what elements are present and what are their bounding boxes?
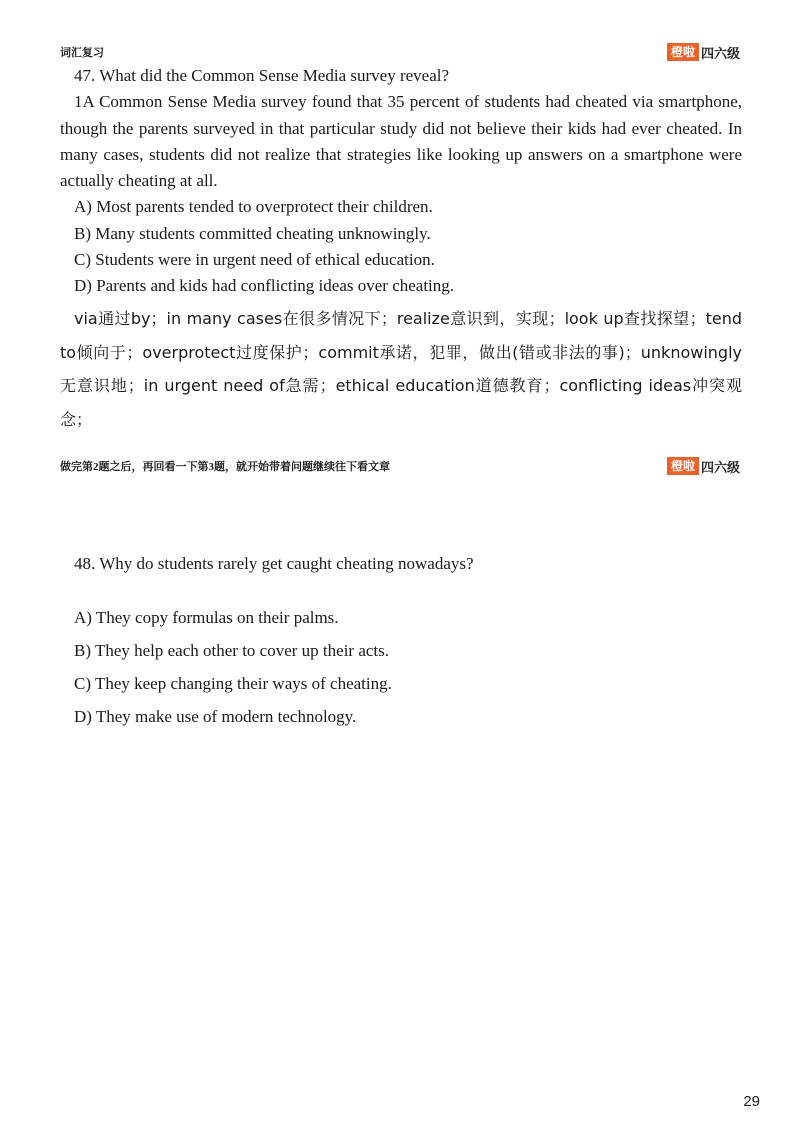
question-47-stem: 47. What did the Common Sense Media survey reveal? xyxy=(74,66,450,85)
instruction-text: 做完第2题之后，再回看一下第3题，就开始带着问题继续往下看文章 xyxy=(60,461,390,473)
brand-logo-text: 四六级 xyxy=(700,46,740,62)
question-48-option-d: D) They make use of modern technology. xyxy=(74,707,357,726)
section-header xyxy=(60,456,740,476)
question-48-stem: 48. Why do students rarely get caught cheating nowadays? xyxy=(74,554,474,573)
question-47 xyxy=(60,63,742,300)
vocabulary-notes: via通过by；in many cases在很多情况下；realize意识到，实现；look up查找探望；tend to倾向于；overprotect过度保护；commit承诺，犯罪，做出(错或非法的事)；unknowingly无意识地；in urgent need of急需；ethical education道德教育；conflicting ideas冲突观念； xyxy=(60,309,742,429)
question-48 xyxy=(60,551,742,737)
brand-logo-text: 四六级 xyxy=(700,460,740,476)
brand-logo xyxy=(667,457,740,476)
question-47-option-a: A) Most parents tended to overprotect their children. xyxy=(74,197,433,217)
page-header xyxy=(60,42,740,62)
brand-logo-mark: 橙啦 xyxy=(667,457,699,475)
question-48-option-b: B) They help each other to cover up their acts. xyxy=(74,641,390,660)
page-number: 29 xyxy=(743,1093,760,1110)
question-47-option-b: B) Many students committed cheating unknowingly. xyxy=(74,223,431,243)
question-48-option-c: C) They keep changing their ways of cheating. xyxy=(74,674,392,693)
brand-logo xyxy=(667,43,740,62)
brand-logo-mark: 橙啦 xyxy=(667,43,699,61)
question-47-passage: 1A Common Sense Media survey found that 35 percent of students had cheated via smartphone, though the parents surveyed in that particular study did not believe their kids had ever cheated. In many cases, students did not realize that strategies like looking up answers on a smartphone were actually cheating at all. xyxy=(60,92,742,191)
question-48-option-a: A) They copy formulas on their palms. xyxy=(74,608,339,627)
section-label: 词汇复习 xyxy=(60,47,104,59)
question-47-option-c: C) Students were in urgent need of ethical education. xyxy=(74,250,435,270)
question-47-option-d: D) Parents and kids had conflicting ideas over cheating. xyxy=(74,276,455,296)
